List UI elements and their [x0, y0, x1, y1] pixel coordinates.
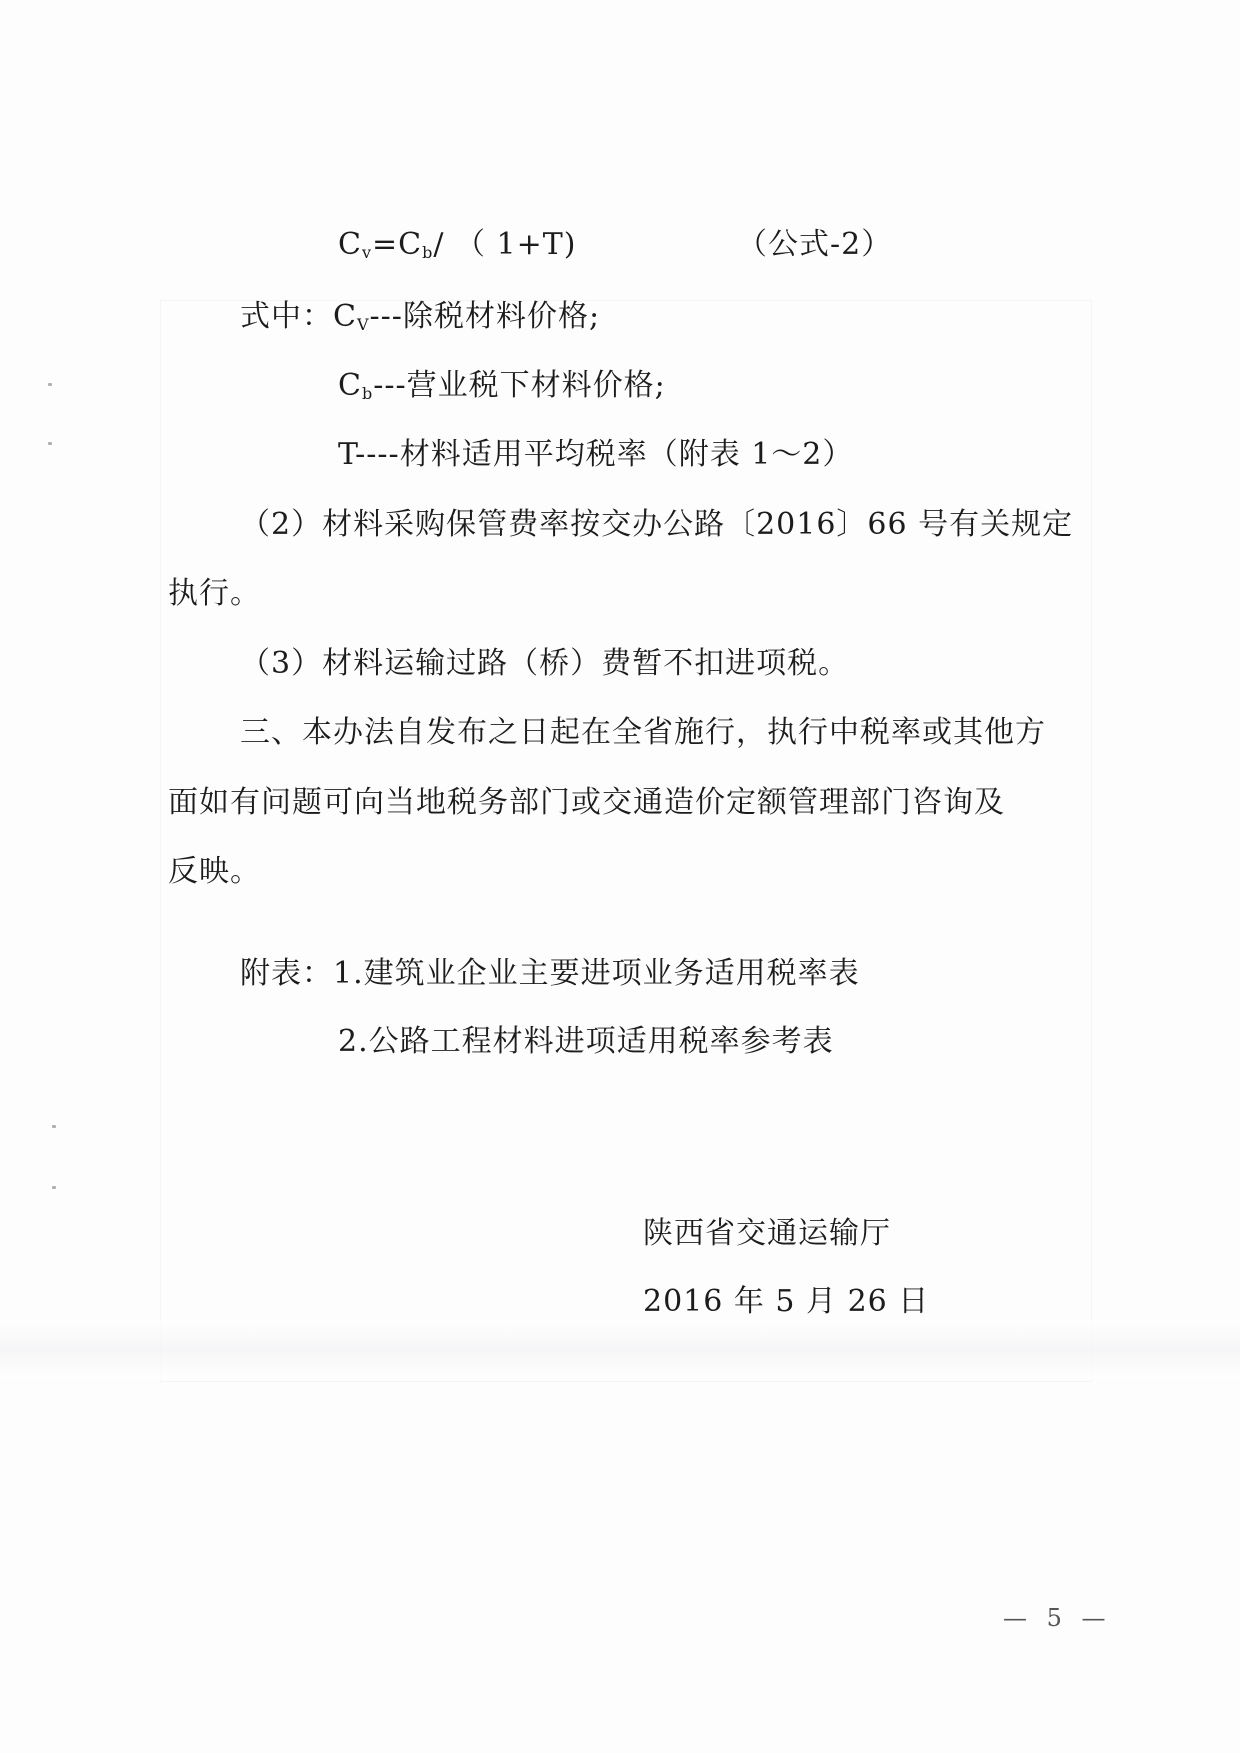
formula-eq-var: =C: [372, 227, 423, 262]
cb-var: C: [338, 368, 362, 403]
formula-label: （公式-2）: [737, 227, 893, 262]
formula-rhs: / （ 1+T): [433, 227, 577, 262]
cv-sub: V: [356, 315, 370, 334]
formula-lhs-var: C: [338, 227, 362, 262]
paragraph-2-line-1: （2）材料采购保管费率按交办公路〔2016〕66 号有关规定: [240, 507, 1074, 542]
paragraph-4-line-1: 三、本办法自发布之日起在全省施行，执行中税率或其他方: [240, 715, 1046, 750]
paragraph-3: （3）材料运输过路（桥）费暂不扣进项税。: [240, 646, 850, 681]
cv-var: C: [333, 299, 357, 334]
scan-speck: [52, 1125, 56, 1128]
signature-date: 2016 年 5 月 26 日: [643, 1284, 930, 1319]
cv-text: ---除税材料价格;: [369, 299, 601, 334]
formula-eq-sub: b: [422, 243, 434, 262]
paragraph-4-line-3: 反映。: [168, 854, 261, 889]
definition-cv: [240, 297, 600, 337]
attachment-item-2: 2.公路工程材料进项适用税率参考表: [338, 1024, 834, 1059]
definition-cb: [338, 366, 666, 406]
definition-t: T----材料适用平均税率（附表 1～2）: [338, 437, 854, 472]
scan-artifact: [0, 1320, 1240, 1380]
formula-line: [338, 225, 892, 265]
page-number: — 5 —: [1003, 1604, 1112, 1632]
formula-lhs-sub: v: [361, 243, 373, 262]
attachment-label: 附表：: [240, 956, 333, 991]
scan-speck: [52, 1186, 56, 1189]
attachment-item-1: [240, 954, 860, 994]
scan-speck: [48, 383, 52, 386]
cb-sub: b: [361, 384, 374, 403]
attachment-item-1-text: 1.建筑业企业主要进项业务适用税率表: [333, 956, 860, 991]
signature-org: 陕西省交通运输厅: [643, 1216, 891, 1251]
paragraph-2-line-2: 执行。: [168, 576, 261, 611]
definition-intro: 式中：: [240, 299, 333, 334]
scan-speck: [48, 442, 52, 445]
paragraph-4-line-2: 面如有问题可向当地税务部门或交通造价定额管理部门咨询及: [168, 785, 1005, 820]
cb-text: ---营业税下材料价格;: [373, 368, 666, 403]
